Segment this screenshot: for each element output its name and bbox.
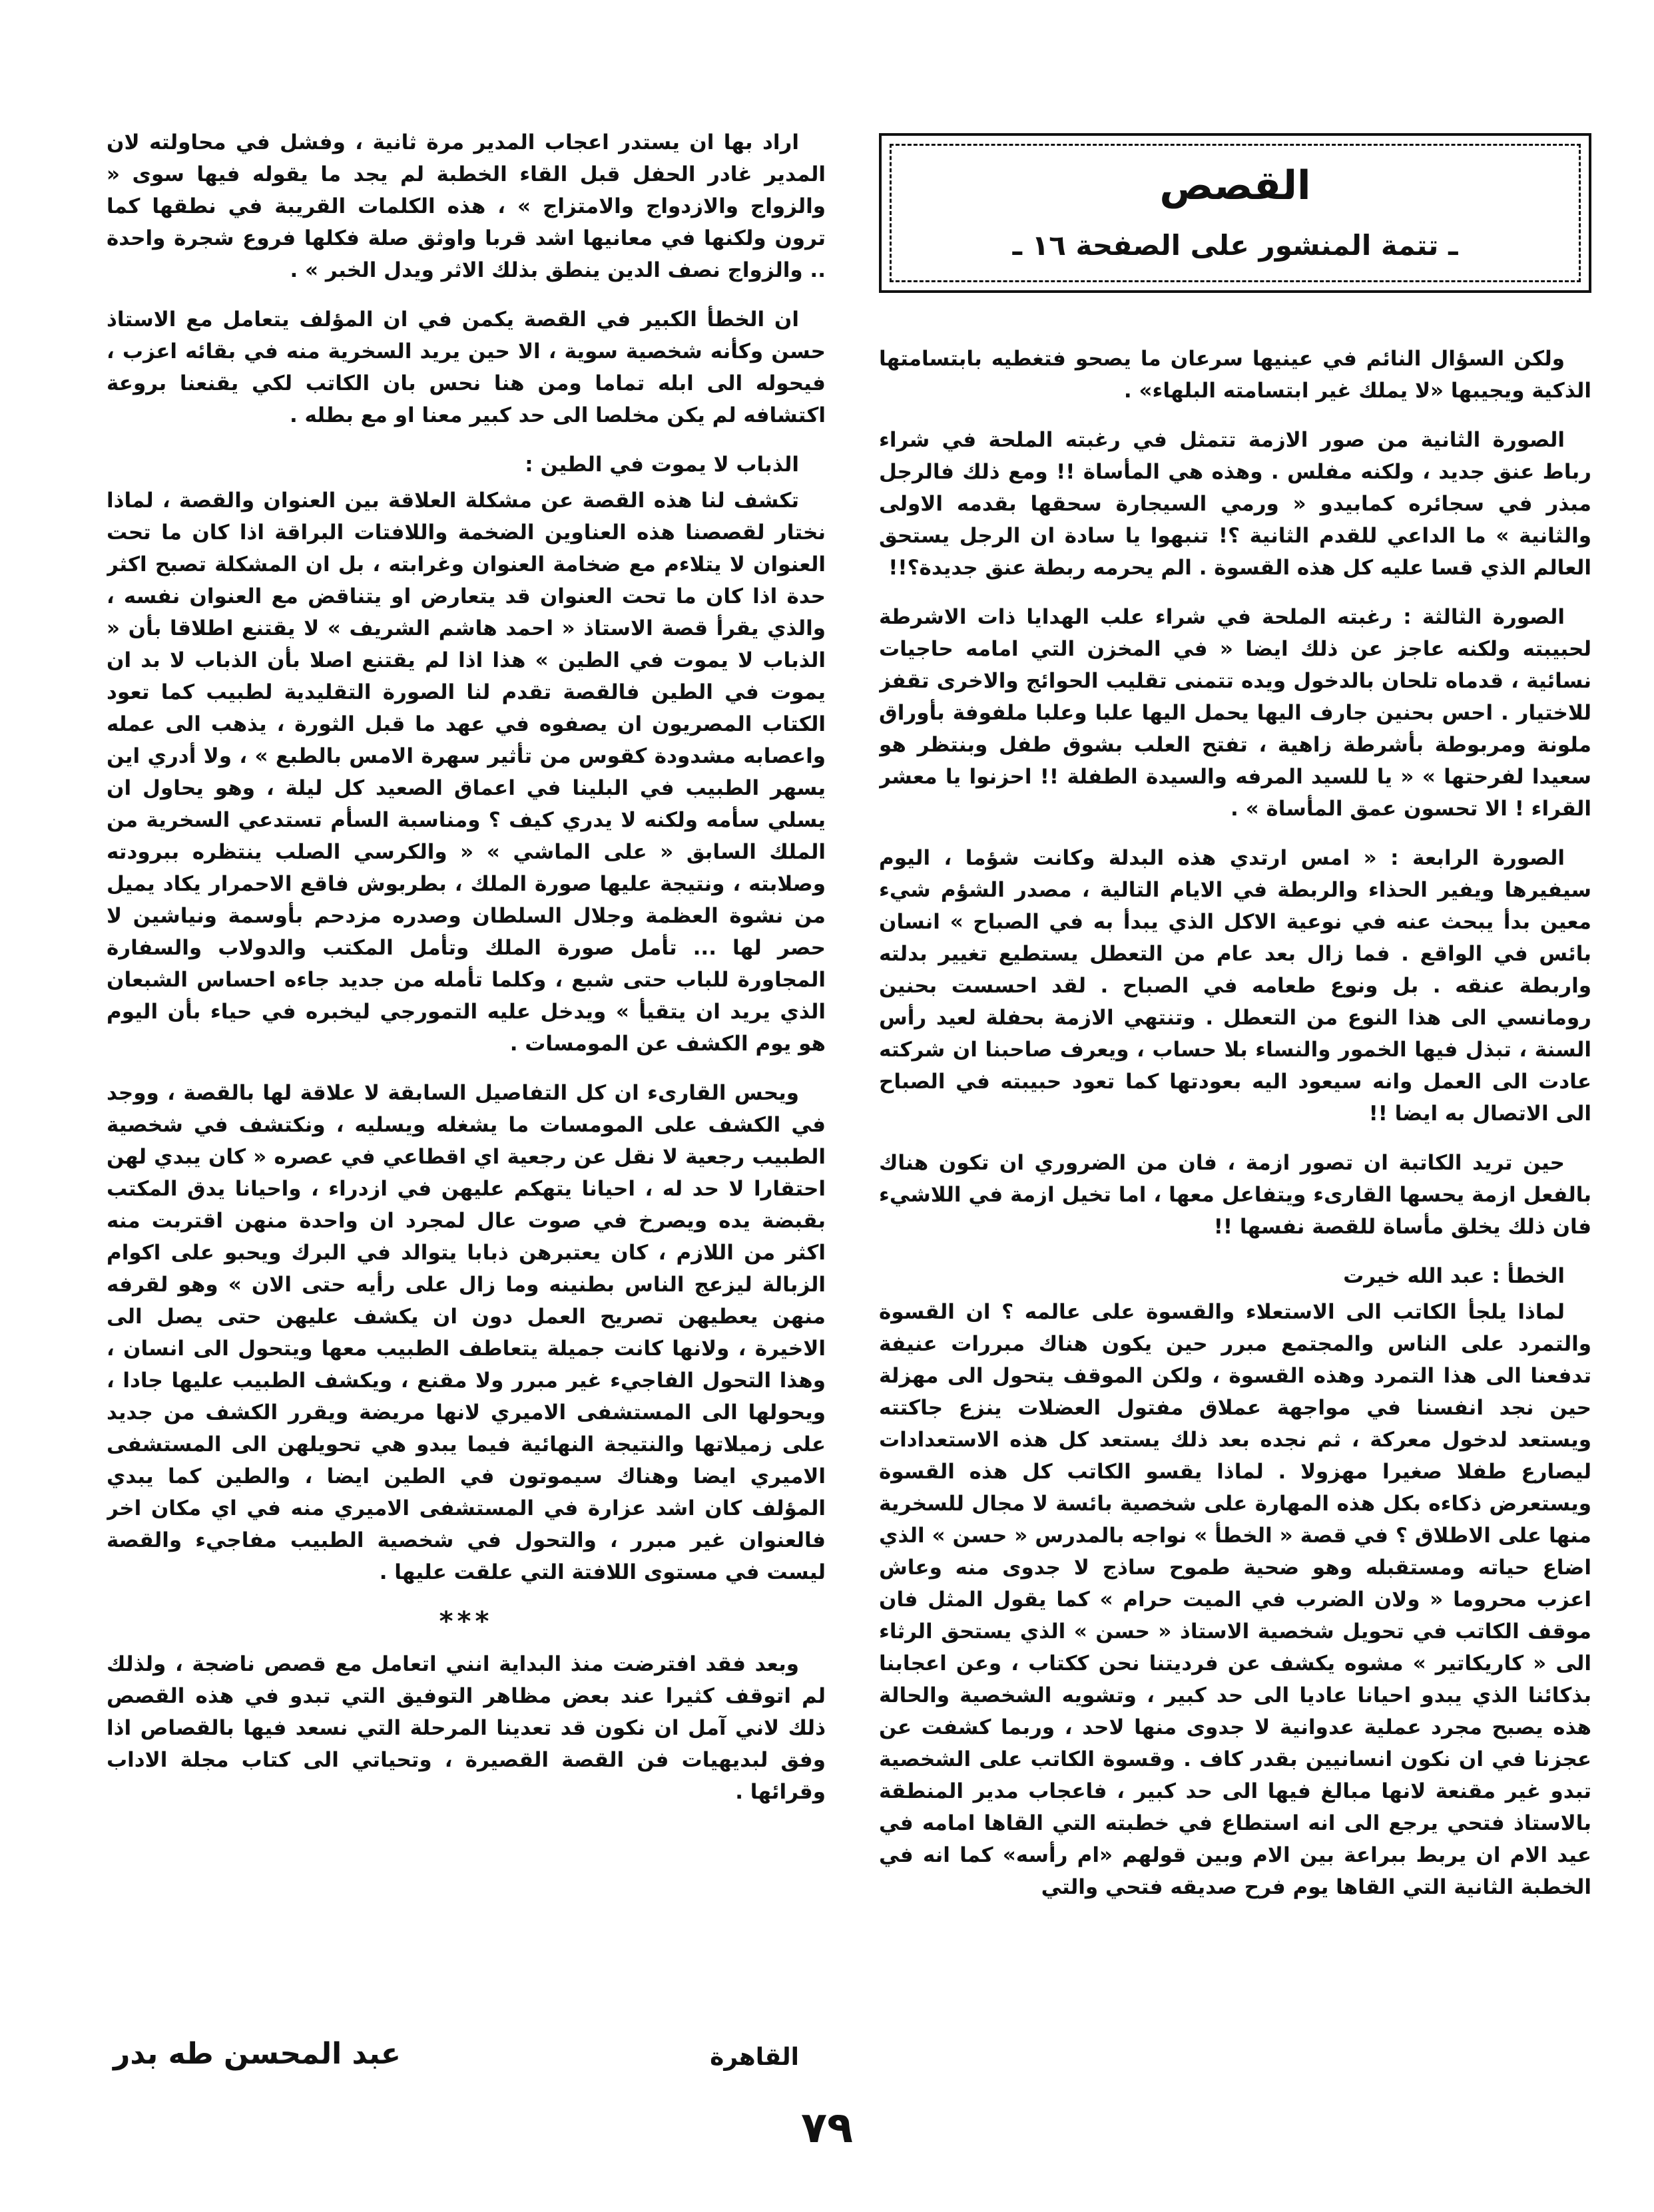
section-header-box [879,133,1591,293]
paragraph: ويحس القارىء ان كل التفاصيل السابقة لا علاقة لها بالقصة ، ووجد في الكشف على المومسات ما يشغله ويسليه ، ونكتشف في شخصية الطبيب رجعية لا نقل عن رجعية اي اقطاعي في عصره « كان يبدي لهن احتقارا لا حد له ، احيانا يتهكم عليهن في ازدراء ، واحيانا يدق المكتب بقبضة يده ويصرخ في صوت عال لمجرد ان واحدة منهن اقتربت منه اكثر من اللازم ، كان يعتبرهن ذبابا يتوالد في البرك ويحبو على اكوام الزبالة ليزعج الناس بطنينه وما زال على رأيه حتى الان » وهو لقرفه منهن يعطيهن تصريح العمل دون ان يكشف عليهن حتى يصل الى الاخيرة ، ولانها كانت جميلة يتعاطف الطبيب معها ويتحول الى انسان ، وهذا التحول الفاجيء غير مبرر ولا مقنع ، ويكشف الطبيب عليها جادا ، ويحولها الى المستشفى الاميري لانها مريضة ويقرر الكشف من جديد على زميلاتها والنتيجة النهائية فيما يبدو هي تحويلهن الى المستشفى الاميري ايضا وهناك سيموتون في الطين ايضا ، والطين كما يبدي المؤلف كان اشد عزارة في المستشفى الاميري منه في اي مكان اخر فالعنوان غير مبرر ، والتحول في شخصية الطبيب مفاجيء والقصة ليست في مستوى اللافتة التي علقت عليها . [107,1081,826,1584]
paragraph: ولكن السؤال النائم في عينيها سرعان ما يصحو فتغطيه بابتسامتها الذكية ويجيبها «لا يملك غير ابتسامته البلهاء» . [879,347,1591,403]
paragraph: الصورة الثانية من صور الازمة تتمثل في رغبته الملحة في شراء رباط عنق جديد ، ولكنه مفلس . وهذه هي المأساة !! ومع ذلك فالرجل مبذر في سجائره كمابيدو « ورمي السيجارة سحقها بقدمه الاولى والثانية » ما الداعي للقدم الثانية ؟! تنبهوا يا سادة ان الرجل يستحق العالم الذي قسا عليه كل هذه القسوة . الم يحرمه ربطة عنق جديدة؟!! [879,428,1591,580]
footer-author: عبد المحسن طه بدر [113,2037,401,2071]
left-column [107,126,826,2090]
continuation-note: ـ تتمة المنشور على الصفحة ١٦ ـ [1012,229,1458,262]
section-title: القصص [1159,162,1311,209]
story-heading: الذباب لا يموت في الطين : [525,453,799,477]
paragraph: تكشف لنا هذه القصة عن مشكلة العلاقة بين العنوان والقصة ، لماذا نختار لقصصنا هذه العناوين الضخمة واللافتات البراقة اذا كان ما تحت العنوان لا يتلاءم مع ضخامة العنوان وغرابته ، بل ان المشكلة تصبح اكثر حدة اذا كان ما تحت العنوان قد يتعارض او يتناقض مع العنوان نفسه ، والذي يقرأ قصة الاستاذ « احمد هاشم الشريف » لا يقتنع اطلاقا بأن « الذباب لا يموت في الطين » هذا اذا لم يقتنع اصلا بأن الذباب لا بد ان يموت في الطين فالقصة تقدم لنا الصورة التقليدية لطبيب كما تعود الكتاب المصريون ان يصفوه في عهد ما قبل الثورة ، يذهب الى عمله واعصابه مشدودة كقوس من تأثير سهرة الامس بالطبع » ، ولا أدري اين يسهر الطبيب في البلينا في اعماق الصعيد كل ليلة ، وهو يحاول ان يسلي سأمه ولكنه لا يدري كيف ؟ ومناسبة السأم تستدعي السخرية من الملك السابق « على الماشي » « والكرسي الصلب ينتظره ببرودته وصلابته ، ونتيجة عليها صورة الملك ، بطربوش فاقع الاحمرار يكاد يميل من نشوة العظمة وجلال السلطان وصدره مزدحم بأوسمة ونياشين لا حصر لها ... تأمل صورة الملك وتأمل المكتب والدولاب والسفارة المجاورة للباب حتى شبع ، وكلما تأمله من جديد جاءه احساس الشبعان الذي يريد ان يتقيأ » ويدخل عليه التمورجي ليخبره في حياء بأن اليوم هو يوم الكشف عن المومسات . [107,489,826,1056]
paragraph: اراد بها ان يستدر اعجاب المدير مرة ثانية ، وفشل في محاولته لان المدير غادر الحفل قبل القاء الخطبة لم يجد ما يقوله فيها سوى « والزواج والازدواج والامتزاج » ، هذه الكلمات القريبة في نطقها كما ترون ولكنها في معانيها اشد قربا واوثق صلة فكلها فروع شجرة واحدة .. والزواج نصف الدين ينطق بذلك الاثر ويدل الخبر » . [107,130,826,282]
paragraph: حين تريد الكاتبة ان تصور ازمة ، فان من الضروري ان تكون هناك بالفعل ازمة يحسها القارىء ويتفاعل معها ، اما تخيل ازمة في اللاشيء فان ذلك يخلق مأساة للقصة نفسها !! [879,1151,1591,1239]
paragraph: لماذا يلجأ الكاتب الى الاستعلاء والقسوة على عالمه ؟ ان القسوة والتمرد على الناس والمجتمع مبرر حين يكون هناك مبررات عنيفة تدفعنا الى هذا التمرد وهذه القسوة ، ولكن الموقف يتحول الى مهزلة حين نجد انفسنا في مواجهة عملاق مفتول العضلات ينزع جاكتته ويستعد لدخول معركة ، ثم نجده بعد ذلك يستعد كل هذه الاستعدادات ليصارع طفلا صغيرا مهزولا . لماذا يقسو الكاتب كل هذه القسوة ويستعرض ذكاءه بكل هذه المهارة على شخصية بائسة لا مجال للسخرية منها على الاطلاق ؟ في قصة « الخطأ » نواجه بالمدرس « حسن » الذي اضاع حياته ومستقبله وهو ضحية طموح ساذج لا جدوى منه وعاش اعزب محروما « ولان الضرب في الميت حرام » كما يقول المثل فان موقف الكاتب في تحويل شخصية الاستاذ « حسن » الذي يستحق الرثاء الى « كاريكاتير » مشوه يكشف عن فرديتنا نحن ككتاب ، وعن اعجابنا بذكائنا الذي يبدو احيانا عاديا الى حد كبير ، وتشويه الشخصية والحالة هذه يصبح مجرد عملية عدوانية لا جدوى منها لاحد ، وربما كشفت عن عجزنا في ان نكون انسانيين بقدر كاف . وقسوة الكاتب على الشخصية تبدو غير مقنعة لانها مبالغ فيها الى حد كبير ، فاعجاب مدير المنطقة بالاستاذ فتحي يرجع الى انه استطاع في خطبته التي القاها امامه في عيد الام ان يربط ببراعة بين الام وبين قولهم «ام رأسه» كما انه في الخطبة الثانية التي القاها يوم فرح صديقه فتحي والتي [879,1300,1591,1899]
paragraph: وبعد فقد افترضت منذ البداية انني اتعامل مع قصص ناضجة ، ولذلك لم اتوقف كثيرا عند بعض مظاهر التوفيق التي تبدو في هذه القصص ذلك لاني آمل ان نكون قد تعدينا المرحلة التي نسعد فيها بالقصاص اذا وفق لبديهيات فن القصة القصيرة ، وتحياتي الى كتاب مجلة الاداب وقرائها . [107,1652,826,1804]
footer-location: القاهرة [710,2044,799,2071]
section-divider: *** [439,1606,493,1637]
paragraph: الصورة الرابعة : « امس ارتدي هذه البدلة وكانت شؤما ، اليوم سيفيرها ويفير الحذاء والربطة في الايام التالية ، مصدر الشؤم شيء معين بدأ يبحث عنه في نوعية الاكل الذي يبدأ به في الصباح » انسان بائس في الواقع . فما زال بعد عام من التعطل يستطيع تغيير بدلته واربطة عنقه . بل ونوع طعامه في الصباح . لقد احسست بحنين رومانسي الى هذا النوع من التعطل . وتنتهي الازمة بحفلة لعيد رأس السنة ، تبذل فيها الخمور والنساء بلا حساب ، ويعرف صاحبنا ان شركته عادت الى العمل وانه سيعود اليه بعودتها كما تعود حبيبته في الصباح الى الاتصال به ايضا !! [879,846,1591,1126]
page-number: ٧٩ [800,2103,854,2153]
story-heading: الخطأ : عبد الله خيرت [1343,1264,1565,1288]
paragraph: الصورة الثالثة : رغبته الملحة في شراء علب الهدايا ذات الاشرطة لحبيبته ولكنه عاجز عن ذلك ايضا « في المخزن التي امامه حاجيات نسائية ، قدماه تلحان بالدخول ويده تتمنى تقليب الحوائج والاخرى تقفز للاختيار . احس بحنين جارف اليها يحمل اليها علبا وعلبا ملفوفة بأوراق ملونة ومربوطة بأشرطة زاهية ، تفتح العلب بشوق طفل وبنتظر هو سعيدا لفرحتها » « يا للسيد المرفه والسيدة الطفلة !! احزنوا يا معشر القراء ! الا تحسون عمق المأساة » . [879,605,1591,821]
right-column [879,343,1591,2094]
paragraph: ان الخطأ الكبير في القصة يكمن في ان المؤلف يتعامل مع الاستاذ حسن وكأنه شخصية سوية ، الا حين يريد السخرية منه في بقائه اعزب ، فيحوله الى ابله تماما ومن هنا نحس بان الكاتب لكي يقنعنا بروعة اكتشافه لم يكن مخلصا الى حد كبير معنا او مع بطله . [107,308,826,427]
